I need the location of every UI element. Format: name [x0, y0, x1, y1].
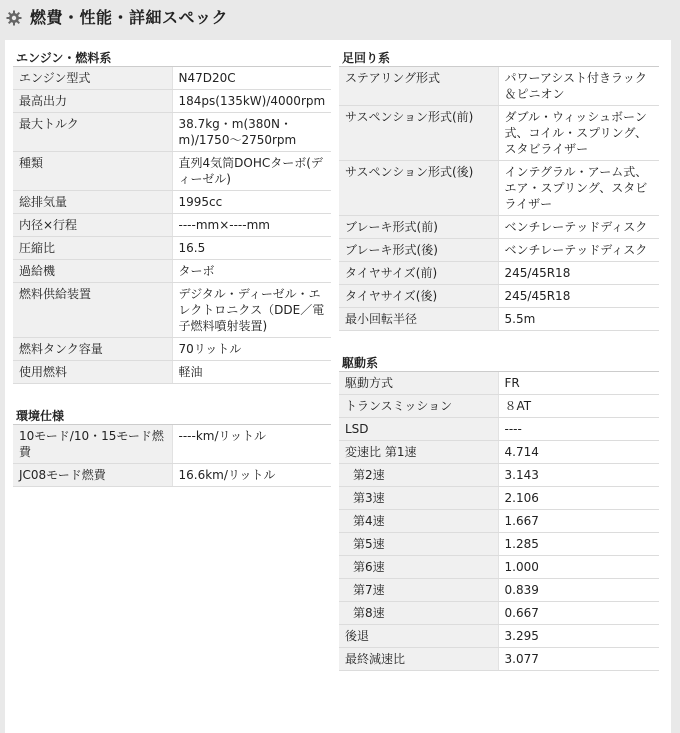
spec-value: デジタル・ディーゼル・エレクトロニクス（DDE／電子燃料噴射装置): [172, 283, 331, 338]
spec-value: 2.106: [498, 487, 659, 510]
spec-row: [339, 216, 659, 239]
spec-row: [339, 285, 659, 308]
spec-row: [339, 510, 659, 533]
spec-value: ----mm×----mm: [172, 214, 331, 237]
header-bar: [0, 0, 680, 38]
spec-value: 1995cc: [172, 191, 331, 214]
spec-row: [339, 161, 659, 216]
spec-row: [13, 214, 331, 237]
spec-label: 内径×行程: [13, 214, 172, 237]
spec-row: [13, 283, 331, 338]
page-title: 燃費・性能・詳細スペック: [30, 8, 229, 27]
spec-row: [339, 308, 659, 331]
spec-label: 最大トルク: [13, 113, 172, 152]
spec-label: 第6速: [339, 556, 498, 579]
spec-label: 最小回転半径: [339, 308, 498, 331]
spec-label: 第7速: [339, 579, 498, 602]
spec-row: [13, 67, 331, 90]
spec-row: [13, 152, 331, 191]
spec-value: ----km/リットル: [172, 425, 331, 464]
engine-spec-table: [13, 67, 331, 384]
spec-value: ８AT: [498, 395, 659, 418]
spec-label: 駆動方式: [339, 372, 498, 395]
spec-value: N47D20C: [172, 67, 331, 90]
spec-value: 3.295: [498, 625, 659, 648]
spec-label: ステアリング形式: [339, 67, 498, 106]
spec-value: 1.667: [498, 510, 659, 533]
spec-label: タイヤサイズ(後): [339, 285, 498, 308]
spec-label: 第2速: [339, 464, 498, 487]
spec-row: [13, 191, 331, 214]
spec-value: 245/45R18: [498, 262, 659, 285]
spec-value: インテグラル・アーム式、エア・スプリング、スタビライザー: [498, 161, 659, 216]
spec-value: 0.667: [498, 602, 659, 625]
section-title-engine: エンジン・燃料系: [13, 40, 331, 67]
spec-row: [339, 372, 659, 395]
spec-label: ブレーキ形式(前): [339, 216, 498, 239]
spec-value: ----: [498, 418, 659, 441]
spec-label: サスペンション形式(前): [339, 106, 498, 161]
spec-row: [339, 648, 659, 671]
spec-row: [13, 113, 331, 152]
spec-value: 16.6km/リットル: [172, 464, 331, 487]
spec-row: [339, 533, 659, 556]
spec-value: 5.5m: [498, 308, 659, 331]
spec-value: 3.077: [498, 648, 659, 671]
spec-row: [13, 425, 331, 464]
spec-row: [339, 602, 659, 625]
spec-row: [13, 338, 331, 361]
spec-row: [339, 262, 659, 285]
spec-label: 燃料供給装置: [13, 283, 172, 338]
spec-value: 直列4気筒DOHCターボ(ディーゼル): [172, 152, 331, 191]
spec-value: ベンチレーテッドディスク: [498, 216, 659, 239]
spec-row: [339, 441, 659, 464]
left-column: [13, 40, 331, 487]
spec-label: JC08モード燃費: [13, 464, 172, 487]
spec-label: LSD: [339, 418, 498, 441]
spec-row: [13, 361, 331, 384]
spec-row: [13, 260, 331, 283]
spec-panel: [5, 40, 671, 733]
spec-label: トランスミッション: [339, 395, 498, 418]
section-title-environment: 環境仕様: [13, 398, 331, 425]
spec-label: 第8速: [339, 602, 498, 625]
spec-label: 種類: [13, 152, 172, 191]
spec-row: [339, 556, 659, 579]
suspension-spec-table: [339, 67, 659, 331]
spec-value: 4.714: [498, 441, 659, 464]
spec-label: 後退: [339, 625, 498, 648]
spec-row: [339, 464, 659, 487]
spec-row: [339, 67, 659, 106]
environment-spec-table: [13, 425, 331, 487]
spec-row: [339, 579, 659, 602]
spec-value: 3.143: [498, 464, 659, 487]
spec-value: 16.5: [172, 237, 331, 260]
spec-label: エンジン型式: [13, 67, 172, 90]
spec-row: [339, 487, 659, 510]
spec-value: FR: [498, 372, 659, 395]
spec-label: 第5速: [339, 533, 498, 556]
spec-label: 変速比 第1速: [339, 441, 498, 464]
spec-value: 軽油: [172, 361, 331, 384]
spec-value: ベンチレーテッドディスク: [498, 239, 659, 262]
spec-label: 総排気量: [13, 191, 172, 214]
drive-spec-table: [339, 372, 659, 671]
spec-label: 燃料タンク容量: [13, 338, 172, 361]
spec-row: [13, 237, 331, 260]
spec-value: パワーアシスト付きラック＆ピニオン: [498, 67, 659, 106]
spec-row: [13, 90, 331, 113]
spec-row: [13, 464, 331, 487]
spec-row: [339, 239, 659, 262]
spec-label: 最終減速比: [339, 648, 498, 671]
spec-label: 過給機: [13, 260, 172, 283]
spec-row: [339, 106, 659, 161]
spec-label: 圧縮比: [13, 237, 172, 260]
spec-label: 使用燃料: [13, 361, 172, 384]
section-title-drive: 駆動系: [339, 345, 659, 372]
spec-label: 最高出力: [13, 90, 172, 113]
spec-label: 第4速: [339, 510, 498, 533]
spec-label: 第3速: [339, 487, 498, 510]
spec-value: 0.839: [498, 579, 659, 602]
spec-label: ブレーキ形式(後): [339, 239, 498, 262]
spec-value: 1.285: [498, 533, 659, 556]
spec-label: サスペンション形式(後): [339, 161, 498, 216]
spec-label: 10モード/10・15モード燃費: [13, 425, 172, 464]
spec-value: ターボ: [172, 260, 331, 283]
spec-value: 184ps(135kW)/4000rpm: [172, 90, 331, 113]
section-title-suspension: 足回り系: [339, 40, 659, 67]
spec-value: 70リットル: [172, 338, 331, 361]
spec-label: タイヤサイズ(前): [339, 262, 498, 285]
spec-value: 1.000: [498, 556, 659, 579]
spec-value: 245/45R18: [498, 285, 659, 308]
right-column: [339, 40, 659, 671]
spec-row: [339, 625, 659, 648]
spec-row: [339, 395, 659, 418]
gear-icon: [6, 10, 22, 26]
spec-value: ダブル・ウィッシュボーン式、コイル・スプリング、スタビライザー: [498, 106, 659, 161]
spec-value: 38.7kg・m(380N・m)/1750〜2750rpm: [172, 113, 331, 152]
spec-row: [339, 418, 659, 441]
